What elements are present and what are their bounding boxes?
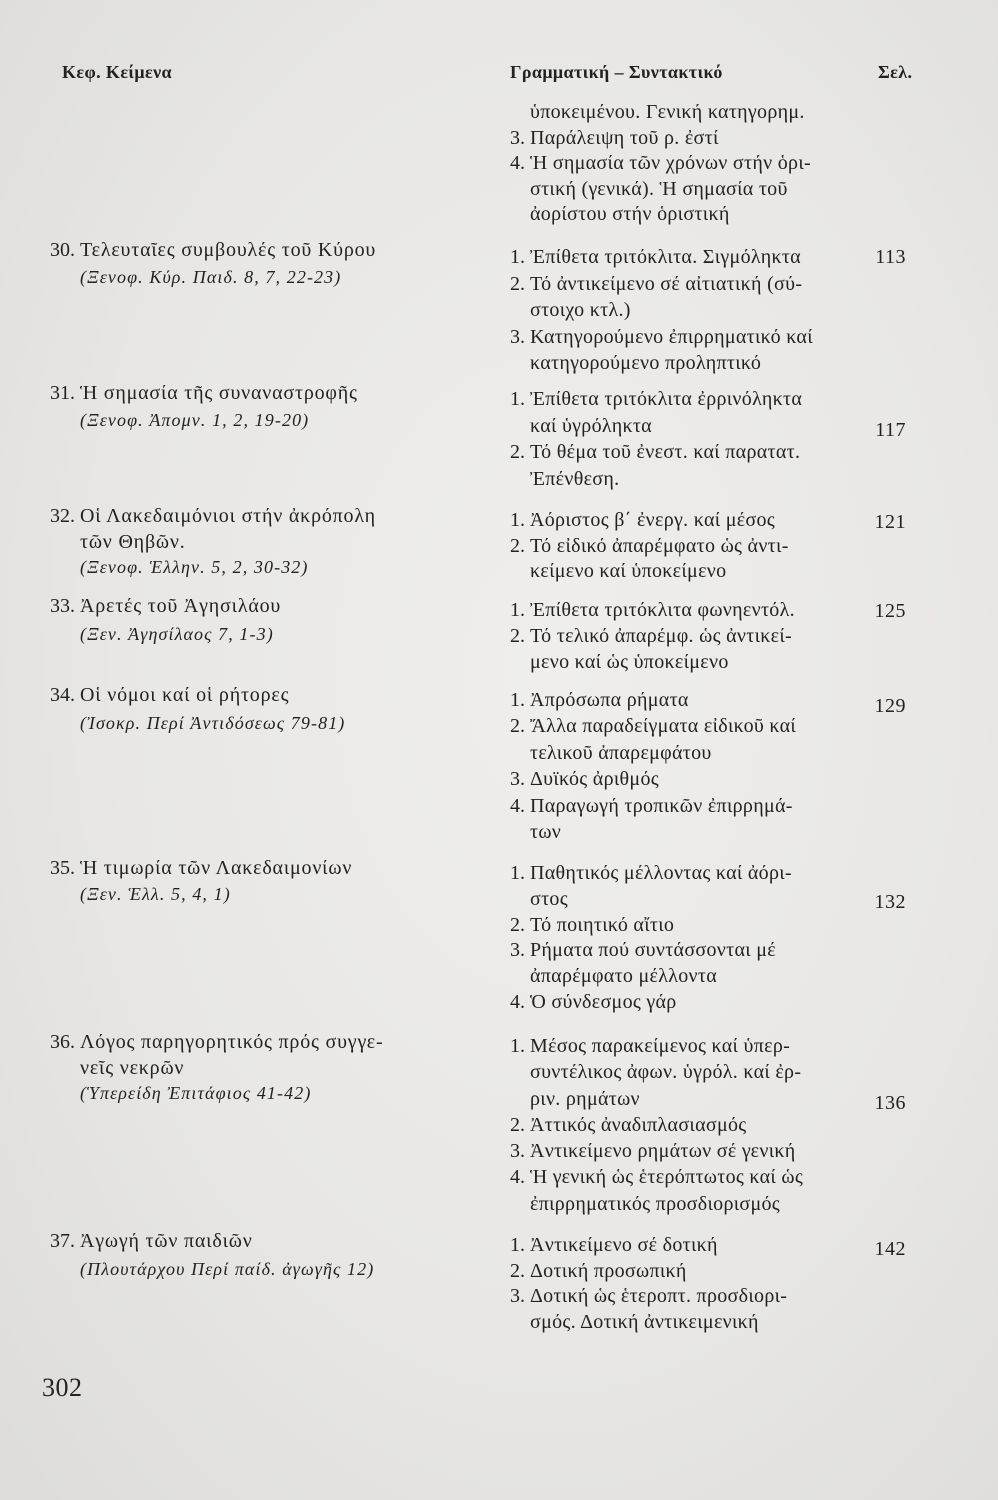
chapter-source: (Ξενοφ. Κύρ. Παιδ. 8, 7, 22-23) — [80, 267, 342, 287]
topic-line — [510, 766, 855, 792]
topic-line — [510, 177, 855, 203]
topic-text: συντέλικος ἀφων. ὑγρόλ. καί ἐρ- — [530, 1061, 802, 1084]
topic-line — [510, 938, 855, 964]
topic-line — [510, 1059, 855, 1085]
chapter-number: 32. — [50, 505, 75, 527]
topic-line — [510, 1164, 855, 1190]
chapter-title-line — [50, 681, 480, 709]
chapter-number: 31. — [50, 382, 75, 404]
chapter-title-line — [50, 380, 480, 407]
topic-line — [510, 713, 855, 739]
topic-number: 2. — [510, 913, 525, 936]
topic-number: 3. — [510, 1140, 525, 1163]
chapter-number: 33. — [50, 595, 75, 617]
chapter-title: Ἡ σημασία τῆς συναναστροφῆς — [80, 382, 358, 404]
chapter-title-line — [50, 593, 480, 621]
topic-line — [510, 508, 855, 534]
page-number: 302 — [42, 1373, 83, 1402]
topic-line — [510, 202, 855, 228]
topic-text: Ἀπρόσωπα ρήματα — [530, 689, 689, 711]
topic-text: καί ὑγρόληκτα — [530, 414, 652, 437]
chapter-topics-32 — [510, 508, 855, 585]
chapter-entry-36 — [50, 1030, 480, 1107]
topic-number: 3. — [510, 1285, 525, 1308]
topic-number: 2. — [510, 715, 525, 738]
topic-text: Δυϊκός ἀριθμός — [530, 768, 659, 791]
topic-number: 1. — [510, 689, 525, 711]
topic-number: 1. — [510, 862, 525, 884]
topic-line — [510, 271, 855, 298]
chapter-title-line — [50, 237, 480, 264]
continued-topics — [510, 100, 855, 228]
topic-text: Ἐπίθετα τριτόκλιτα ἐρρινόληκτα — [530, 388, 803, 410]
topic-text: κατηγορούμενο προληπτικό — [530, 352, 762, 374]
topic-text: ἀορίστου στήν ὁριστική — [530, 203, 730, 225]
topic-text: Μέσος παρακείμενος καί ὑπερ- — [530, 1035, 791, 1057]
topic-line — [510, 623, 855, 649]
header-grammar-syntax: Γραμματική – Συντακτικό — [510, 62, 723, 82]
topic-line — [510, 439, 855, 466]
chapter-topics-30 — [510, 244, 855, 377]
topic-text: Ἐπίθετα τριτόκλιτα. Σιγμόληκτα — [530, 246, 801, 268]
topic-text: Ἀττικός ἀναδιπλασιασμός — [530, 1113, 747, 1136]
header-chapter-texts: Κεφ. Κείμενα — [62, 62, 172, 82]
topic-text: Παράλειψη τοῦ ρ. ἐστί — [530, 126, 719, 149]
topic-text: Τό εἰδικό ἀπαρέμφατο ὡς ἀντι- — [530, 534, 789, 557]
topic-text: σμός. Δοτική ἀντικειμενική — [530, 1311, 759, 1334]
topic-text: μενο καί ὡς ὑποκείμενο — [530, 651, 729, 673]
topic-line — [510, 466, 855, 493]
topic-number: 2. — [510, 1259, 525, 1282]
topic-number: 1. — [510, 246, 525, 268]
topic-number: 4. — [510, 152, 525, 174]
topic-line — [510, 413, 855, 440]
page-ref: 117 — [875, 419, 906, 441]
page-ref: 125 — [874, 600, 906, 622]
topic-text: ἀπαρέμφατο μέλλοντα — [530, 965, 717, 988]
topic-text: Ρήματα πού συντάσσονται μέ — [530, 939, 776, 962]
topic-text: Ἀντικείμενο ρημάτων σέ γενική — [530, 1140, 796, 1163]
topic-line — [510, 151, 855, 177]
topic-number: 2. — [510, 625, 525, 647]
chapter-entry-32 — [50, 504, 480, 581]
header-page: Σελ. — [878, 62, 913, 82]
chapter-title: Ἀρετές τοῦ Ἀγησιλάου — [80, 595, 282, 617]
topic-text: Παραγωγή τροπικῶν ἐπιρρημά- — [530, 794, 793, 817]
topic-number: 4. — [510, 1166, 525, 1189]
topic-line — [510, 1233, 855, 1259]
topic-text: Ἀντικείμενο σέ δοτική — [530, 1234, 718, 1256]
topic-line — [510, 740, 855, 766]
topic-text: Ἐπένθεση. — [530, 467, 620, 490]
topic-line — [510, 386, 855, 413]
chapter-entry-34 — [50, 681, 480, 737]
topic-text: ἐπιρρηματικός προσδιορισμός — [530, 1192, 781, 1215]
topic-text: Δοτική ὡς ἑτεροπτ. προσδιορι- — [530, 1285, 788, 1308]
topic-text: Τό τελικό ἀπαρέμφ. ὡς ἀντικεί- — [530, 625, 792, 647]
page-ref: 136 — [874, 1092, 906, 1114]
chapter-source: (Ξεν. Ἑλλ. 5, 4, 1) — [80, 884, 231, 904]
topic-number: 1. — [510, 388, 525, 410]
topic-line — [510, 990, 855, 1016]
page-ref: 121 — [874, 511, 906, 533]
topic-line — [510, 100, 855, 126]
topic-line — [510, 649, 855, 675]
chapter-entry-35 — [50, 855, 480, 907]
chapter-topics-31 — [510, 386, 855, 492]
chapter-source: (Πλουτάρχου Περί παίδ. ἀγωγῆς 12) — [80, 1259, 375, 1279]
chapter-topics-33 — [510, 597, 855, 675]
chapter-title-continued: νεῖς νεκρῶν — [80, 1056, 185, 1079]
chapter-title: Λόγος παρηγορητικός πρός συγγε- — [80, 1031, 384, 1053]
topic-number: 3. — [510, 126, 525, 149]
chapter-number: 36. — [50, 1031, 75, 1053]
topic-text: Ἡ σημασία τῶν χρόνων στήν ὁρι- — [530, 152, 811, 174]
topic-line — [510, 1259, 855, 1285]
topic-text: ὑποκειμένου. Γενική κατηγορημ. — [530, 101, 805, 123]
chapter-source: (Ξενοφ. Ἀπομν. 1, 2, 19-20) — [80, 410, 310, 430]
topic-line — [510, 1284, 855, 1310]
topic-text: στος — [530, 887, 568, 910]
topic-number: 4. — [510, 794, 525, 817]
chapter-title-line — [50, 855, 480, 881]
page-ref: 113 — [875, 246, 906, 268]
chapter-number: 30. — [50, 239, 75, 261]
topic-text: Ἡ γενική ὡς ἑτερόπτωτος καί ὡς — [530, 1166, 804, 1189]
topic-number: 1. — [510, 1035, 525, 1057]
topic-line — [510, 597, 855, 623]
chapter-topics-35 — [510, 861, 855, 1016]
topic-line — [510, 887, 855, 913]
chapter-topics-37 — [510, 1233, 855, 1336]
chapter-title: Ἀγωγή τῶν παιδιῶν — [80, 1230, 253, 1252]
topic-line — [510, 297, 855, 324]
chapter-title-line — [50, 504, 480, 530]
topic-line — [510, 1112, 855, 1138]
topic-line — [510, 1086, 855, 1112]
topic-line — [510, 1138, 855, 1164]
topic-line — [510, 1191, 855, 1217]
topic-line — [510, 861, 855, 887]
topic-text: στοιχο κτλ.) — [530, 299, 631, 321]
topic-line — [510, 559, 855, 585]
topic-text: Ἀόριστος β΄ ἐνεργ. καί μέσος — [530, 509, 776, 531]
topic-text: στική (γενικά). Ἡ σημασία τοῦ — [530, 177, 788, 200]
chapter-source: (Ξενοφ. Ἑλλην. 5, 2, 30-32) — [80, 557, 309, 577]
topic-line — [510, 324, 855, 351]
topic-line — [510, 1310, 855, 1336]
chapter-title: Οἱ Λακεδαιμόνιοι στήν ἀκρόπολη — [80, 505, 376, 527]
topic-line — [510, 126, 855, 152]
topic-text: τελικοῦ ἀπαρεμφάτου — [530, 741, 712, 764]
topic-number: 1. — [510, 509, 525, 531]
topic-number: 4. — [510, 990, 525, 1013]
topic-line — [510, 350, 855, 377]
chapter-number: 34. — [50, 684, 75, 706]
topic-line — [510, 687, 855, 713]
topic-text: Τό ποιητικό αἴτιο — [530, 913, 675, 936]
topic-number: 2. — [510, 1113, 525, 1136]
topic-text: Ὁ σύνδεσμος γάρ — [530, 990, 677, 1013]
chapter-entry-30 — [50, 237, 480, 291]
chapter-number: 35. — [50, 857, 75, 879]
chapter-entry-33 — [50, 593, 480, 648]
chapter-title-line — [50, 1227, 480, 1255]
topic-line — [510, 1033, 855, 1059]
topic-number: 2. — [510, 272, 525, 295]
topic-text: Τό ἀντικείμενο σέ αἰτιατική (σύ- — [530, 272, 803, 295]
chapter-source: (Ὑπερείδη Ἐπιτάφιος 41-42) — [80, 1083, 312, 1103]
topic-number: 1. — [510, 599, 525, 621]
topic-line — [510, 244, 855, 271]
topic-number: 2. — [510, 441, 525, 463]
chapter-title: Ἡ τιμωρία τῶν Λακεδαιμονίων — [80, 857, 353, 879]
chapter-title-continued: τῶν Θηβῶν. — [80, 530, 186, 553]
chapter-topics-34 — [510, 687, 855, 845]
chapter-topics-36 — [510, 1033, 855, 1217]
chapter-title: Τελευταῖες συμβουλές τοῦ Κύρου — [80, 239, 377, 261]
page-ref: 142 — [874, 1238, 906, 1260]
chapter-title: Οἱ νόμοι καί οἱ ρήτορες — [80, 684, 290, 706]
chapter-number: 37. — [50, 1230, 75, 1252]
topic-number: 3. — [510, 768, 525, 791]
topic-text: Κατηγορούμενο ἐπιρρηματικό καί — [530, 325, 813, 348]
topic-text: Ἄλλα παραδείγματα εἰδικοῦ καί — [530, 715, 797, 738]
chapter-source: (Ξεν. Ἀγησίλαος 7, 1-3) — [80, 623, 274, 644]
page-ref: 132 — [874, 891, 906, 913]
topic-line — [510, 964, 855, 990]
topic-text: Παθητικός μέλλοντας καί ἀόρι- — [530, 862, 792, 884]
chapter-entry-31 — [50, 380, 480, 434]
topic-text: Τό θέμα τοῦ ἐνεστ. καί παρατατ. — [530, 441, 801, 463]
topic-text: των — [530, 821, 562, 844]
page-ref: 129 — [874, 695, 906, 717]
topic-number: 1. — [510, 1234, 525, 1256]
topic-line — [510, 793, 855, 819]
topic-line — [510, 534, 855, 560]
topic-number: 3. — [510, 939, 525, 962]
topic-text: ριν. ρημάτων — [530, 1087, 640, 1110]
topic-text: Δοτική προσωπική — [530, 1259, 687, 1282]
chapter-source: (Ἰσοκρ. Περί Ἀντιδόσεως 79-81) — [80, 713, 346, 733]
topic-number: 3. — [510, 325, 525, 348]
topic-line — [510, 913, 855, 939]
chapter-entry-37 — [50, 1227, 480, 1283]
topic-number: 2. — [510, 534, 525, 557]
chapter-title-line — [50, 1030, 480, 1056]
topic-text: κείμενο καί ὑποκείμενο — [530, 560, 727, 582]
topic-line — [510, 819, 855, 845]
topic-text: Ἐπίθετα τριτόκλιτα φωνηεντόλ. — [530, 599, 795, 621]
